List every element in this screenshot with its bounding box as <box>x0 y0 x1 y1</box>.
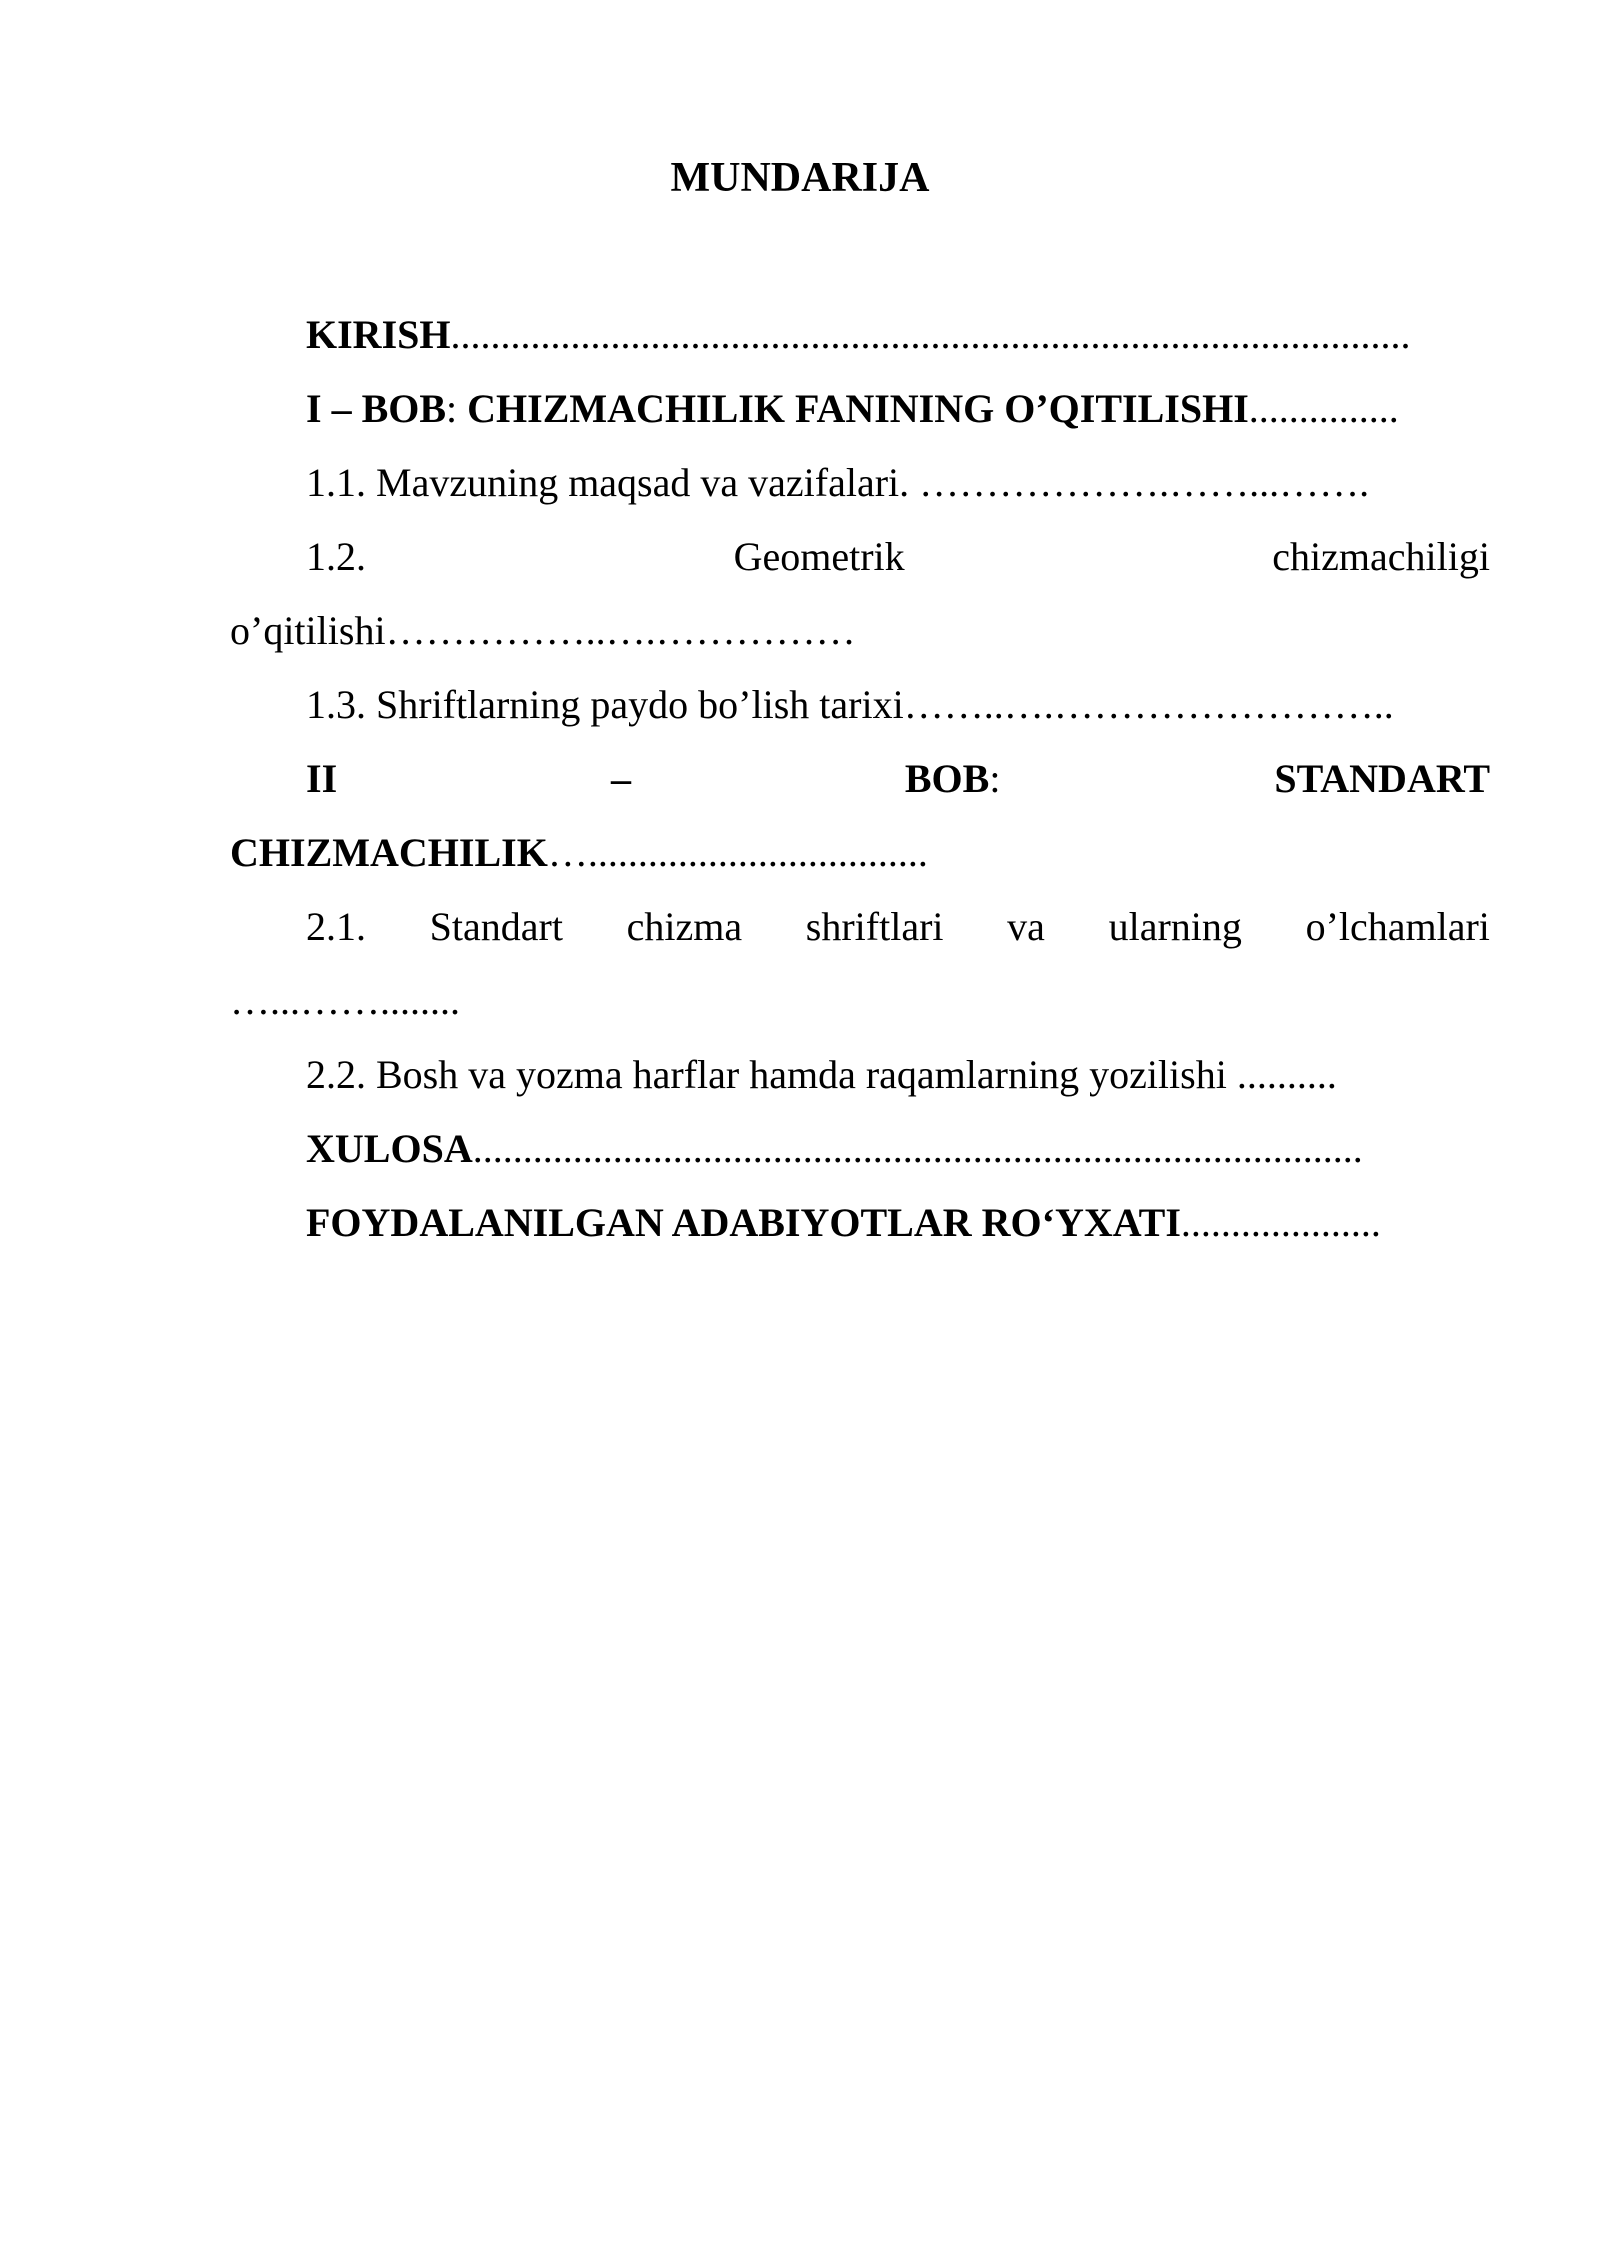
toc-word: BOB <box>904 756 990 801</box>
toc-word: o’lchamlari <box>1305 904 1490 949</box>
toc-entry-1-3 <box>230 668 1490 742</box>
toc-word: chizma <box>626 904 743 949</box>
toc-word: II <box>306 756 338 801</box>
toc-label: KIRISH <box>306 312 451 357</box>
toc-word: STANDART <box>1274 756 1490 801</box>
toc-entry-1-2-continuation <box>230 594 1490 668</box>
toc-leader-dots: ……………..….…………… <box>385 608 856 653</box>
toc-entry-adabiyotlar <box>230 1186 1490 1260</box>
toc-word: chizmachiligi <box>1272 534 1490 579</box>
toc-entry-1-2 <box>230 520 1490 594</box>
toc-word: o’qitilishi <box>230 608 386 653</box>
toc-label: I – BOB <box>306 386 447 431</box>
toc-entry-2-1 <box>230 890 1490 964</box>
toc-section-title: 2.2. Bosh va yozma harflar hamda raqamlarning yozilishi <box>306 1052 1227 1097</box>
toc-word: 1.2. <box>306 534 366 579</box>
toc-colon: : <box>446 386 458 431</box>
toc-entry-1-1 <box>230 446 1490 520</box>
toc-section-title: 1.1. Mavzuning maqsad va vazifalari. <box>306 460 910 505</box>
toc-entry-kirish <box>230 298 1490 372</box>
toc-word-group <box>905 742 1001 816</box>
toc-leader-dots: ............... <box>1248 386 1399 431</box>
toc-word: Geometrik <box>733 534 905 579</box>
toc-word: CHIZMACHILIK <box>230 830 548 875</box>
toc-word: ularning <box>1108 904 1242 949</box>
toc-leader-dots: .......... <box>1226 1052 1337 1097</box>
toc-entry-bob-1 <box>230 372 1490 446</box>
table-of-contents <box>230 298 1490 1260</box>
toc-word: 2.1. <box>306 904 366 949</box>
toc-leader-dots: …...……........ <box>230 978 460 1023</box>
toc-label: FOYDALANILGAN ADABIYOTLAR RO‘YXATI <box>306 1200 1181 1245</box>
toc-leader-dots: ................................................................................................ <box>450 312 1411 357</box>
toc-entry-xulosa <box>230 1112 1490 1186</box>
toc-entry-2-2 <box>230 1038 1490 1112</box>
toc-leader-dots: ……..….…………………….. <box>903 682 1394 727</box>
toc-word: – <box>611 756 631 801</box>
page-title: MUNDARIJA <box>670 155 930 201</box>
toc-entry-bob-2 <box>230 742 1490 816</box>
toc-chapter-title: CHIZMACHILIK FANINING O’QITILISHI <box>457 386 1249 431</box>
toc-word: Standart <box>429 904 563 949</box>
toc-leader-dots: .................... <box>1180 1200 1381 1245</box>
toc-colon: : <box>989 756 1001 801</box>
toc-word: shriftlari <box>805 904 944 949</box>
toc-word: va <box>1007 904 1045 949</box>
toc-leader-dots: ……………….……...……. <box>909 460 1370 505</box>
toc-entry-bob-2-continuation <box>230 816 1490 890</box>
toc-entry-2-1-continuation <box>230 964 1490 1038</box>
toc-leader-dots: ......................................................................................... <box>472 1126 1363 1171</box>
toc-label: XULOSA <box>306 1126 473 1171</box>
toc-leader-dots: ….................................. <box>547 830 928 875</box>
toc-section-title: 1.3. Shriftlarning paydo bo’lish tarixi <box>306 682 904 727</box>
